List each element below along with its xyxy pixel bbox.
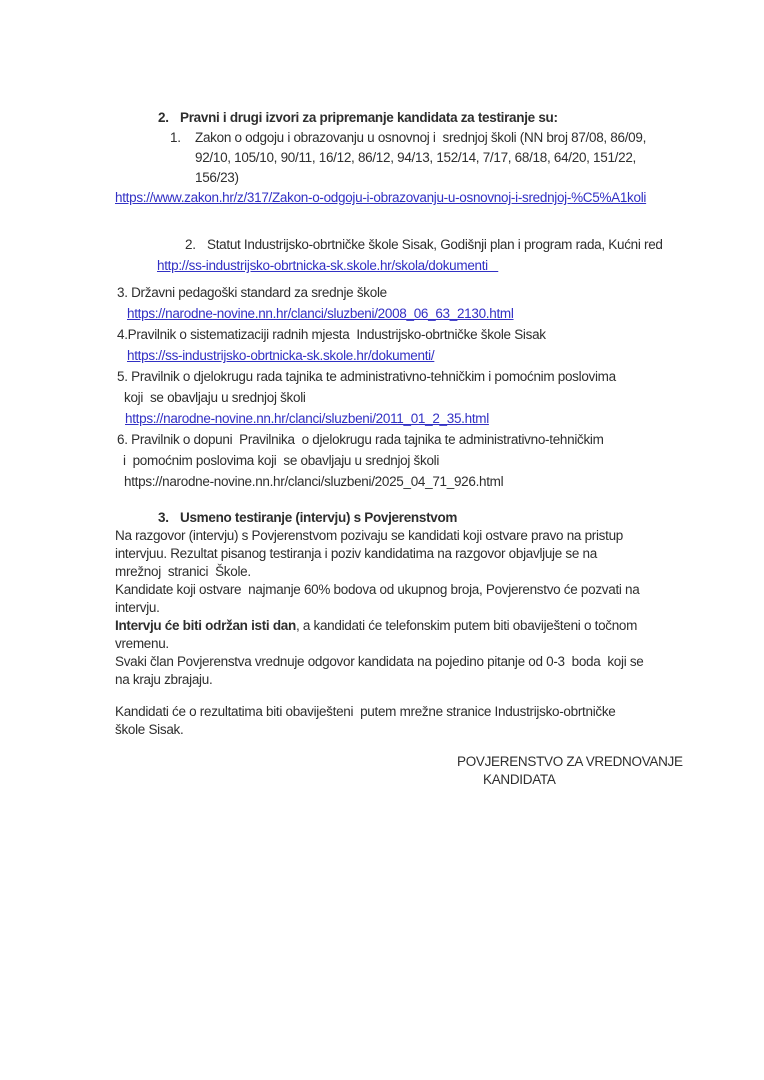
- signature-line-1: POVJERENSTVO ZA VREDNOVANJE: [457, 754, 683, 769]
- paragraph-2-line-1: Kandidate koji ostvare najmanje 60% bodova od ukupnog broja, Povjerenstvo će pozvati na: [115, 582, 640, 597]
- interview-paragraphs: [0, 527, 764, 689]
- legal-item-2-number: 2.: [185, 237, 196, 252]
- link-narodne-novine-2008[interactable]: https://narodne-novine.nn.hr/clanci/sluzbeni/2008_06_63_2130.html: [127, 306, 514, 321]
- section-interview-title: Usmeno testiranje (intervju) s Povjerenstvom: [180, 510, 458, 525]
- paragraph-2-line-2: intervju.: [115, 600, 160, 615]
- paragraph-1-line-2: intervjuu. Rezultat pisanog testiranja i poziv kandidatima na razgovor objavljuje se na: [115, 546, 597, 561]
- section-interview-number: 3.: [158, 510, 169, 525]
- legal-item-1-line-1: [0, 128, 764, 148]
- paragraph-4-line-1: Svaki član Povjerenstva vrednuje odgovor kandidata na pojedino pitanje od 0-3 boda koji se: [115, 654, 644, 669]
- legal-item-1-link-line: [0, 188, 764, 208]
- legal-item-5-line-2: koji se obavljaju u srednjoj školi: [124, 390, 306, 405]
- legal-item-6-line-1: 6. Pravilnik o dopuni Pravilnika o djelokrugu rada tajnika te administrativno-tehničkim: [117, 432, 604, 447]
- paragraph-5-line-2: škole Sisak.: [115, 722, 184, 737]
- paragraph-3-rest: , a kandidati će telefonskim putem biti obaviješteni o točnom: [295, 618, 638, 633]
- legal-item-2-block: [0, 234, 764, 276]
- legal-item-2-line: [0, 234, 764, 255]
- section-number: 2.: [158, 110, 169, 125]
- legal-items-3-to-6-block: [0, 282, 764, 492]
- section-interview-head: [0, 508, 764, 528]
- legal-item-6-url-plain: https://narodne-novine.nn.hr/clanci/sluzbeni/2025_04_71_926.html: [124, 474, 504, 489]
- section-legal-sources-head: [0, 108, 764, 208]
- paragraph-1-line-1: Na razgovor (intervju) s Povjerenstvom pozivaju se kandidati koji ostvare pravo na pristup: [115, 528, 623, 543]
- section-heading-sources: [0, 108, 764, 128]
- paragraph-1-line-3: mrežnoj stranici Škole.: [115, 564, 251, 579]
- section-heading-interview: [0, 508, 764, 528]
- legal-item-4-link-line: [0, 345, 764, 366]
- legal-item-1-line-2: 92/10, 105/10, 90/11, 16/12, 86/12, 94/13, 152/14, 7/17, 68/18, 64/20, 151/22,: [195, 150, 636, 165]
- legal-item-1-number: 1.: [170, 130, 181, 145]
- section-title: Pravni i drugi izvori za pripremanje kandidata za testiranje su:: [180, 110, 558, 125]
- paragraph-5-line-1: Kandidati će o rezultatima biti obaviješteni putem mrežne stranice Industrijsko-obrtničke: [115, 704, 616, 719]
- link-skole-dokumenti[interactable]: https://ss-industrijsko-obrtnicka-sk.skole.hr/dokumenti/: [127, 348, 435, 363]
- paragraph-4-line-2: na kraju zbrajaju.: [115, 672, 213, 687]
- legal-item-4-text: 4.Pravilnik o sistematizaciji radnih mjesta Industrijsko-obrtničke škole Sisak: [117, 327, 546, 342]
- paragraph-3-line-2: vremenu.: [115, 636, 169, 651]
- link-zakon-hr[interactable]: https://www.zakon.hr/z/317/Zakon-o-odgoju-i-obrazovanju-u-osnovnoj-i-srednjoj-%C5%A1koli: [115, 190, 647, 205]
- signature-line-2: KANDIDATA: [483, 772, 556, 787]
- legal-item-5-line-1: 5. Pravilnik o djelokrugu rada tajnika te administrativno-tehničkim i pomoćnim poslovima: [117, 369, 616, 384]
- legal-item-1-text: Zakon o odgoju i obrazovanju u osnovnoj i srednjoj školi (NN broj 87/08, 86/09,: [195, 130, 647, 145]
- signature-block: [0, 753, 764, 789]
- legal-item-1-line-3: 156/23): [195, 170, 239, 185]
- legal-item-2-text: Statut Industrijsko-obrtničke škole Sisak, Godišnji plan i program rada, Kućni red: [207, 237, 663, 252]
- legal-item-5-link-line: [0, 408, 764, 429]
- link-skola-dokumenti[interactable]: http://ss-industrijsko-obrtnicka-sk.skole.hr/skola/dokumenti: [157, 258, 499, 273]
- paragraph-3-line-1: [0, 617, 764, 635]
- legal-item-3-text: 3. Državni pedagoški standard za srednje škole: [117, 285, 387, 300]
- link-narodne-novine-2011[interactable]: https://narodne-novine.nn.hr/clanci/sluzbeni/2011_01_2_35.html: [125, 411, 489, 426]
- paragraph-3-bold-lead: Intervju će biti održan isti dan: [115, 618, 296, 633]
- legal-item-2-link-line: [0, 255, 764, 276]
- legal-item-3-link-line: [0, 303, 764, 324]
- results-notice-paragraph: [0, 703, 764, 739]
- legal-item-6-line-2: i pomoćnim poslovima koji se obavljaju u srednjoj školi: [123, 453, 440, 468]
